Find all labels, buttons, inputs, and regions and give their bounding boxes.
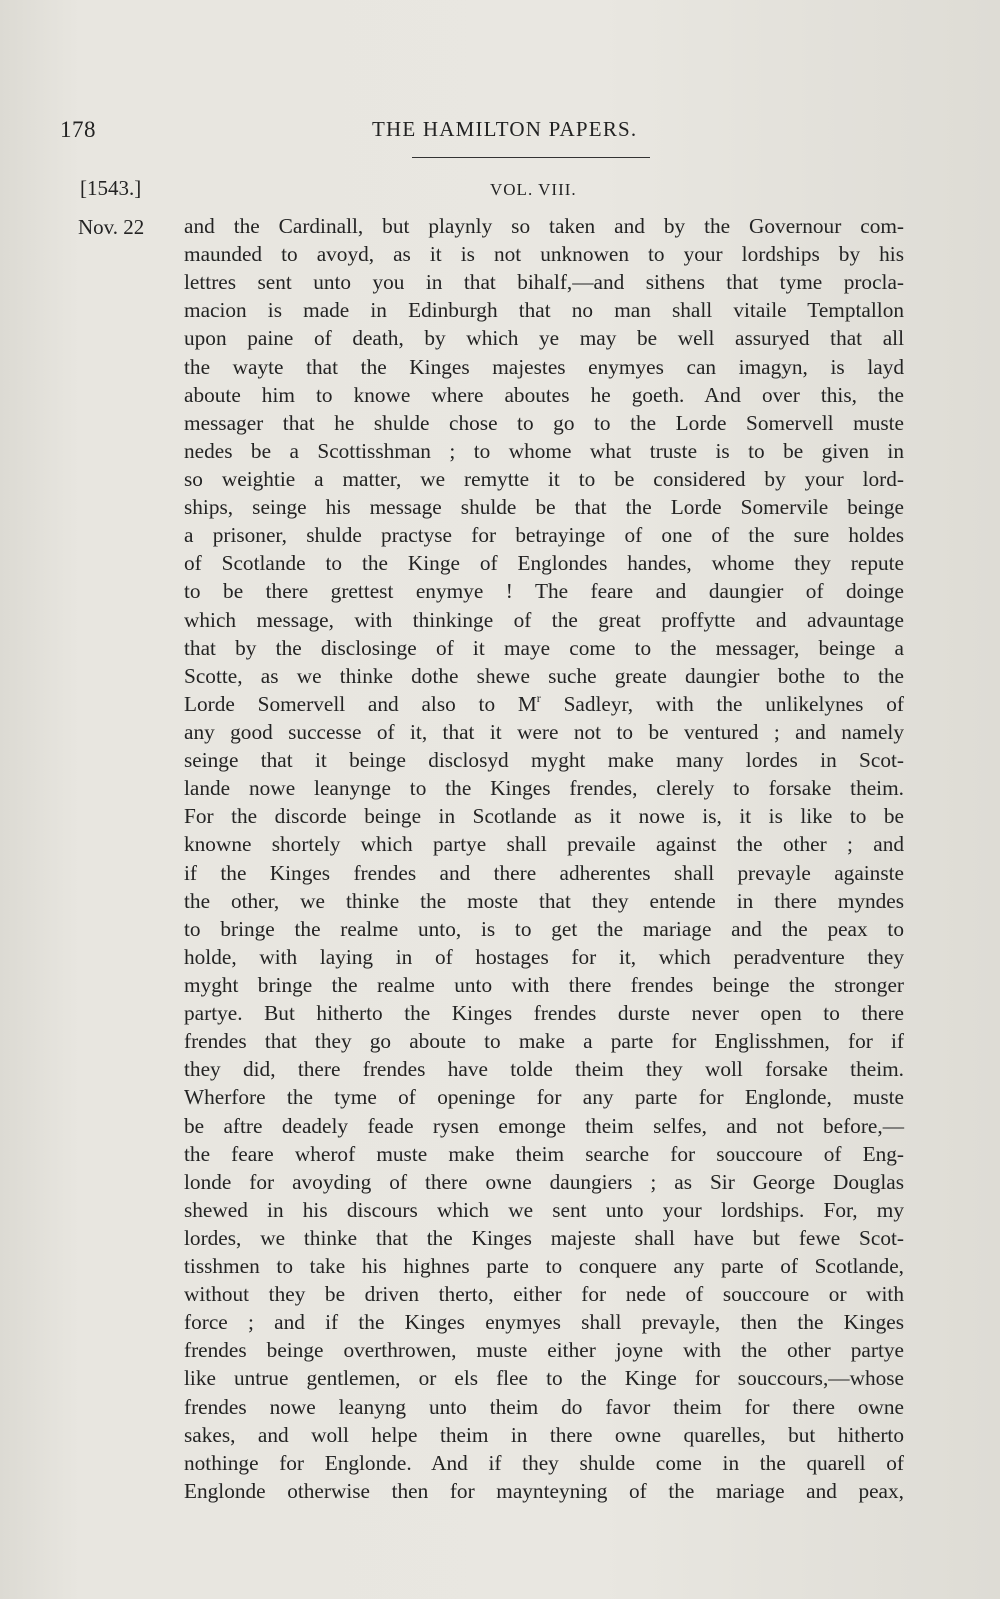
text-line: they did, there frendes have tolde theim they woll forsake theim.: [184, 1057, 904, 1082]
text-line: londe for avoyding of there owne daungiers ; as Sir George Douglas: [184, 1169, 904, 1194]
text-line: be aftre deadely feade rysen emonge theim selfes, and not before,—: [184, 1113, 904, 1138]
text-line: of Scotlande to the Kinge of Englondes handes, whome they repute: [184, 551, 904, 576]
text-line: if the Kinges frendes and there adherentes shall prevayle againste: [184, 860, 904, 885]
text-line: maunded to avoyd, as it is not unknowen to your lordships by his: [184, 242, 904, 267]
text-line: sakes, and woll helpe theim in there owne quarelles, but hitherto: [184, 1422, 904, 1447]
text-line: the other, we thinke the moste that they entende in there myndes: [184, 888, 904, 913]
body-text: [184, 212, 904, 1505]
text-line: lettres sent unto you in that bihalf,—and sithens that tyme procla-: [184, 270, 904, 295]
text-line: messager that he shulde chose to go to the Lorde Somervell muste: [184, 410, 904, 435]
text-line: Englonde otherwise then for maynteyning of the mariage and peax,: [184, 1478, 904, 1503]
text-line: without they be driven therto, either for nede of souccoure or with: [184, 1282, 904, 1307]
text-line: force ; and if the Kinges enymyes shall prevayle, then the Kinges: [184, 1310, 904, 1335]
text-line: lande nowe leanynge to the Kinges frendes, clerely to forsake theim.: [184, 776, 904, 801]
text-line: ships, seinge his message shulde be that the Lorde Somervile beinge: [184, 495, 904, 520]
text-line: shewed in his discours which we sent unto your lordships. For, my: [184, 1197, 904, 1222]
text-line: aboute him to knowe where aboutes he goeth. And over this, the: [184, 382, 904, 407]
text-line: like untrue gentlemen, or els flee to the Kinge for souccours,—whose: [184, 1366, 904, 1391]
page-header: [0, 117, 1000, 153]
page-number: 178: [60, 117, 96, 142]
text-line: knowne shortely which partye shall prevaile against the other ; and: [184, 832, 904, 857]
text-line: and the Cardinall, but playnly so taken and by the Governour com-: [184, 214, 904, 238]
text-line: to bringe the realme unto, is to get the mariage and the peax to: [184, 916, 904, 941]
text-line: the feare wherof muste make theim searche for souccoure of Eng-: [184, 1141, 904, 1166]
text-line: frendes beinge overthrowen, muste either joyne with the other partye: [184, 1338, 904, 1363]
volume-label: VOL. VIII.: [490, 180, 577, 199]
text-line: Lorde Somervell and also to $M^r$ Sadleyr, with the unlikelynes of: [184, 690, 904, 716]
running-title: THE HAMILTON PAPERS.: [372, 117, 638, 141]
text-line: Scotte, as we thinke dothe shewe suche greate daungier bothe to the: [184, 663, 904, 688]
text-line: frendes nowe leanyng unto theim do favor theim for there owne: [184, 1394, 904, 1419]
text-line: lordes, we thinke that the Kinges majeste shall have but fewe Scot-: [184, 1225, 904, 1250]
text-line: any good successe of it, that it were not to be ventured ; and namely: [184, 719, 904, 744]
text-line: nedes be a Scottisshman ; to whome what truste is to be given in: [184, 438, 904, 463]
text-line: Wherfore the tyme of openinge for any parte for Englonde, muste: [184, 1085, 904, 1110]
text-line: upon paine of death, by which ye may be well assuryed that all: [184, 326, 904, 351]
margin-date: Nov. 22: [78, 215, 145, 239]
text-line: nothinge for Englonde. And if they shulde come in the quarell of: [184, 1450, 904, 1475]
text-line: partye. But hitherto the Kinges frendes durste never open to there: [184, 1001, 904, 1026]
text-line: seinge that it beinge disclosyd myght make many lordes in Scot-: [184, 748, 904, 773]
text-line: so weightie a matter, we remytte it to be considered by your lord-: [184, 466, 904, 491]
text-line: which message, with thinkinge of the great proffytte and advauntage: [184, 607, 904, 632]
text-line: myght bringe the realme unto with there frendes beinge the stronger: [184, 972, 904, 997]
text-line: macion is made in Edinburgh that no man shall vitaile Temptallon: [184, 298, 904, 323]
text-line: the wayte that the Kinges majestes enymyes can imagyn, is layd: [184, 354, 904, 379]
header-rule: [412, 157, 650, 158]
margin-year: [1543.]: [80, 176, 142, 200]
text-line: For the discorde beinge in Scotlande as it nowe is, it is like to be: [184, 804, 904, 829]
text-line: to be there grettest enymye ! The feare and daungier of doinge: [184, 579, 904, 604]
text-line: tisshmen to take his highnes parte to conquere any parte of Scotlande,: [184, 1254, 904, 1279]
text-line: frendes that they go aboute to make a parte for Englisshmen, for if: [184, 1029, 904, 1054]
text-line: that by the disclosinge of it maye come to the messager, beinge a: [184, 635, 904, 660]
text-line: holde, with laying in of hostages for it, which peradventure they: [184, 944, 904, 969]
text-line: a prisoner, shulde practyse for betrayinge of one of the sure holdes: [184, 523, 904, 548]
